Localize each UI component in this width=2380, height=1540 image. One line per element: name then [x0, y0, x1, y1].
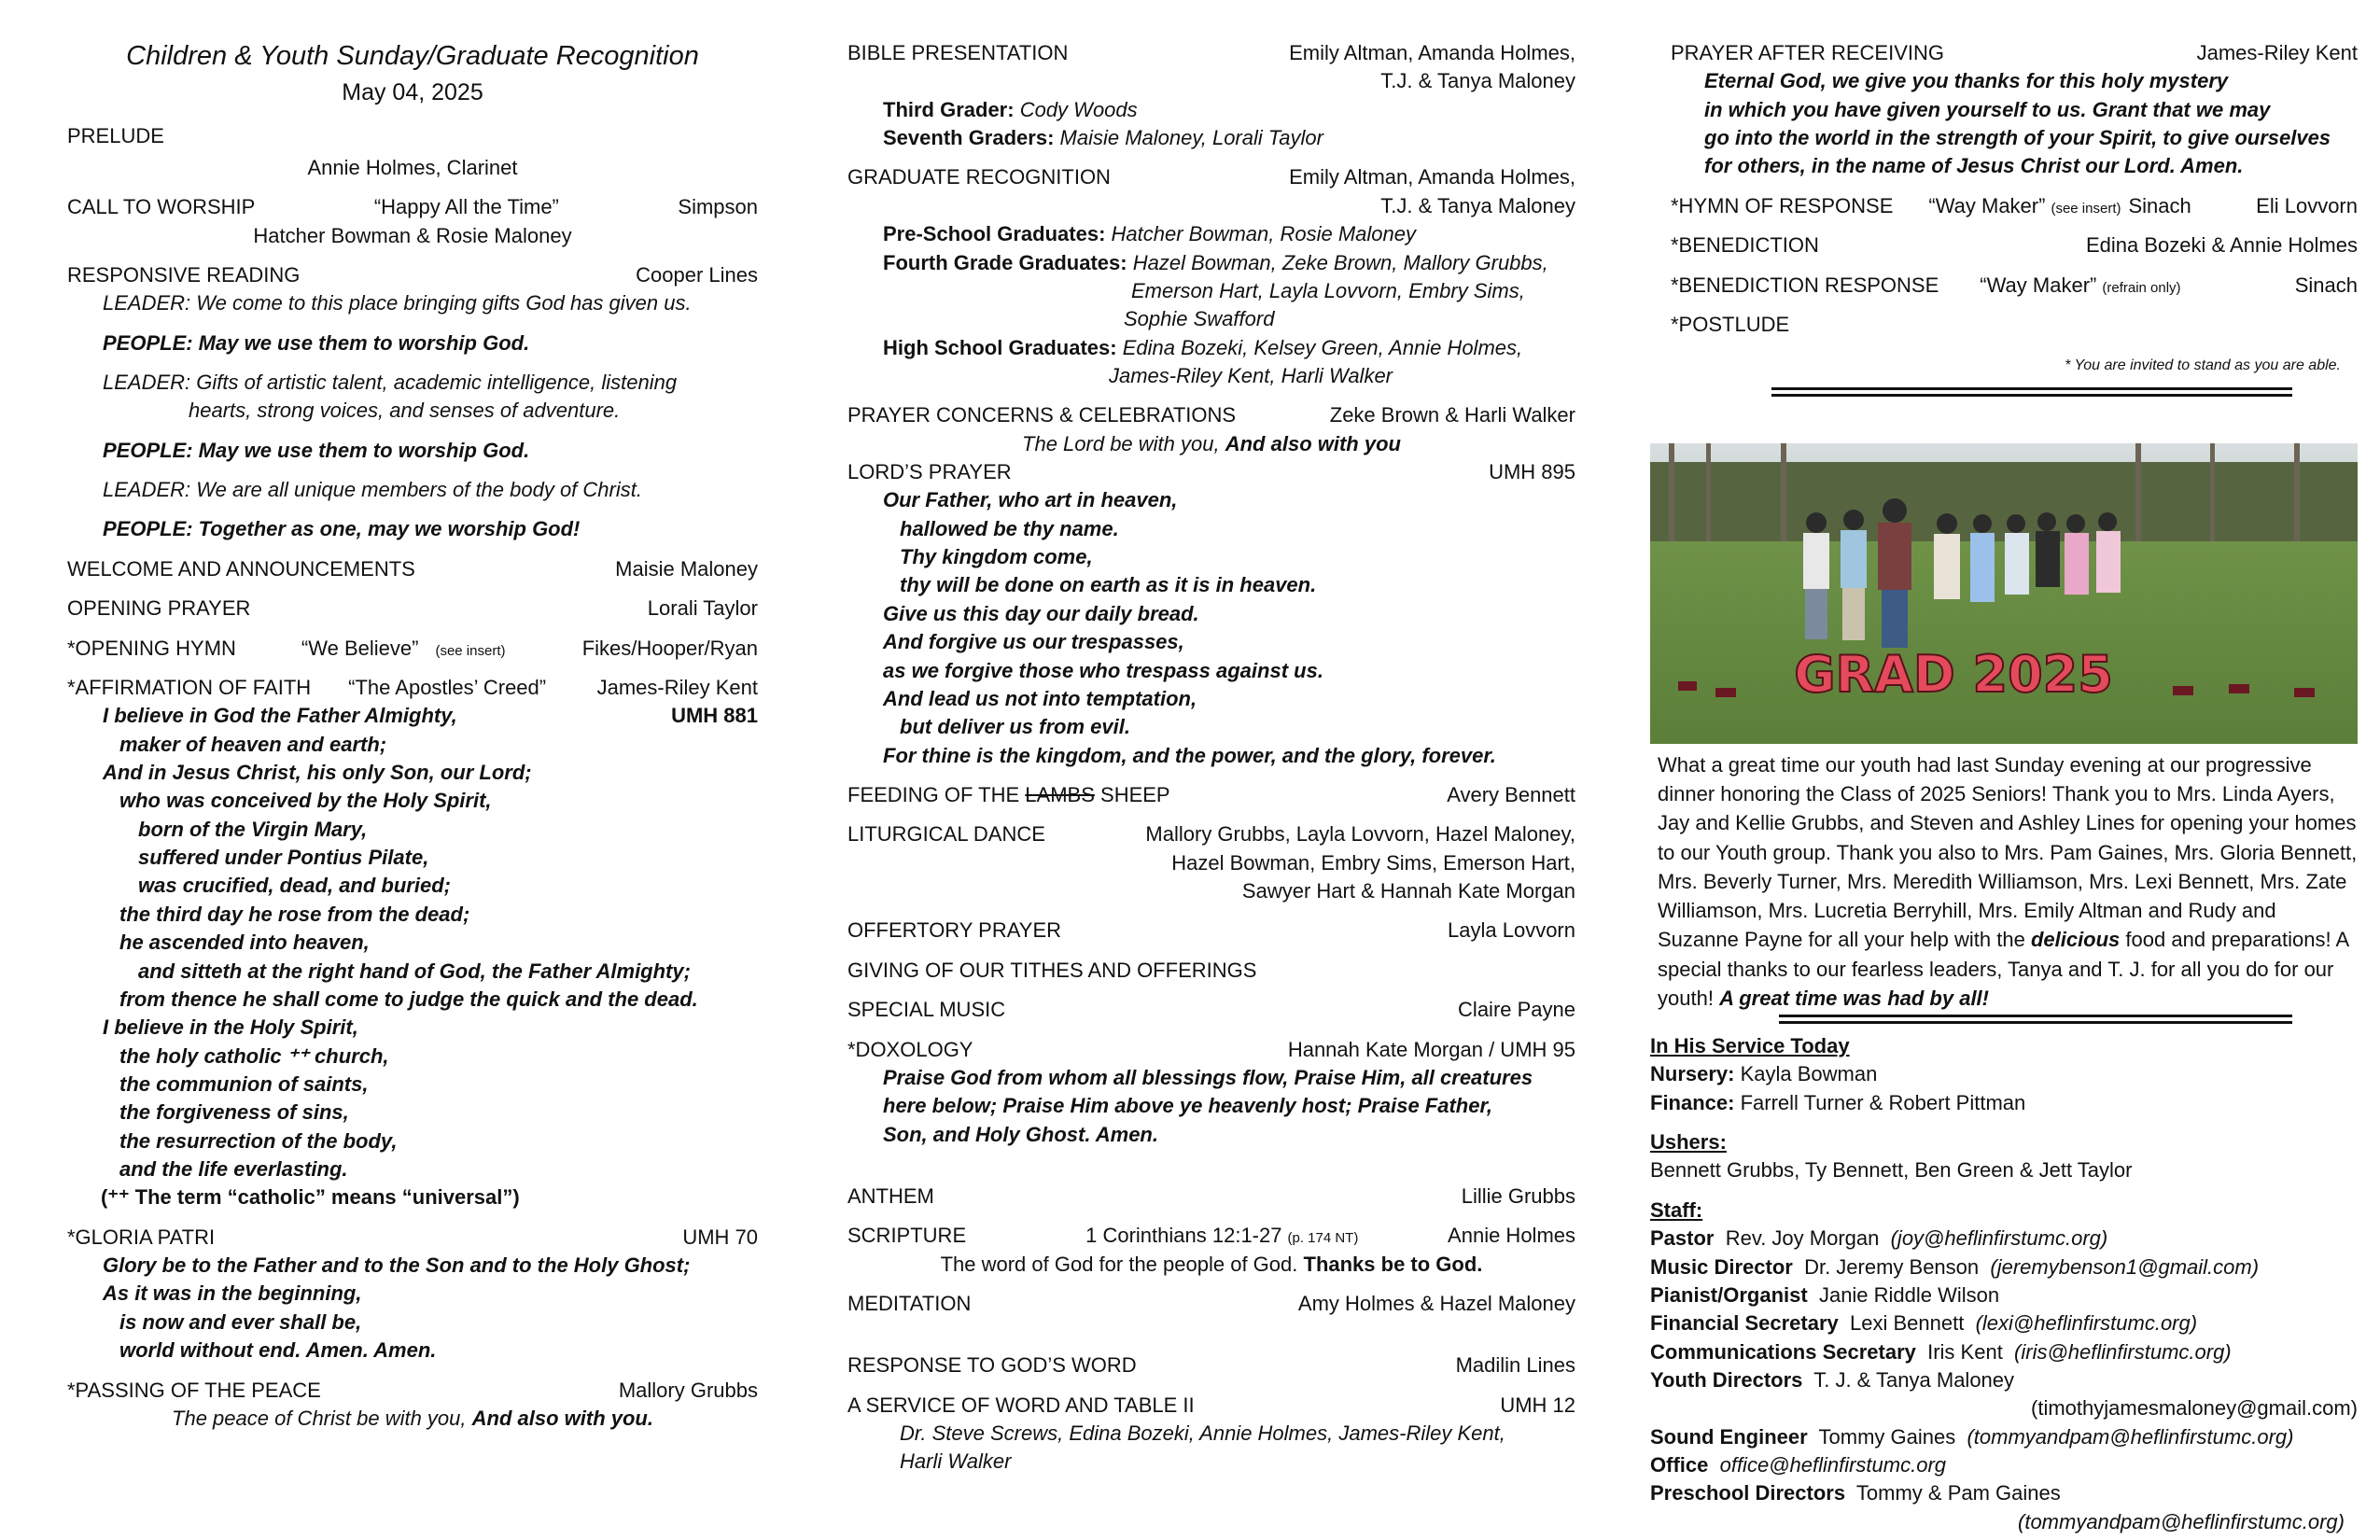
bible-presentation-row [847, 39, 1575, 67]
concerns-line: The Lord be with you, [1022, 431, 1220, 455]
seventh-graders-label: Seventh Graders: [883, 126, 1055, 150]
special-label: SPECIAL MUSIC [847, 998, 1006, 1022]
staff-row [1650, 1281, 2358, 1309]
story-text-cont: food and preparations! A special thanks to our fearless leaders, Tanya and T. J. for all you do for our youth! [1658, 928, 2348, 1010]
staff-name: T. J. & Tanya Maloney [1813, 1367, 2015, 1392]
gloria-line: world without end. Amen. Amen. [119, 1338, 437, 1363]
opening-prayer-leader: Lorali Taylor [647, 596, 758, 621]
reading-leader: Cooper Lines [636, 262, 758, 287]
scripture-label: SCRIPTURE [847, 1224, 967, 1248]
benediction-row [1650, 231, 2358, 259]
feeding-leader: Avery Bennett [1447, 782, 1575, 806]
reading-leader-line: LEADER: We are all unique members of the body of Christ. [103, 478, 642, 502]
liturgical-dance-row [847, 820, 1575, 848]
staff-role: Music Director [1650, 1254, 1793, 1279]
doxology-line: here below; Praise Him above ye heavenly host; Praise Father, [883, 1094, 1492, 1118]
concerns-leaders: Zeke Brown & Harli Walker [1329, 403, 1575, 427]
staff-email: (iris@heflinfirstumc.org) [2014, 1339, 2232, 1364]
staff-row [1650, 1225, 2358, 1253]
opening-hymn-note: (see insert) [435, 642, 506, 659]
staff-row [1650, 1309, 2358, 1337]
creed-line: and sitteth at the right hand of God, the Father Almighty; [138, 959, 691, 983]
graduate-recognition-row [847, 163, 1575, 191]
postlude-row [1650, 311, 2358, 339]
peace-label: *PASSING OF THE PEACE [67, 1378, 321, 1402]
call-to-worship-row [67, 193, 758, 221]
prayer-line: Our Father, who art in heaven, [883, 488, 1178, 512]
hymn-response-leader: Eli Lovvorn [2256, 193, 2358, 217]
peace-line: The peace of Christ be with you, [172, 1406, 467, 1430]
creed-line: I believe in the Holy Spirit, [103, 1015, 358, 1040]
prayer-after-leader: James-Riley Kent [2196, 41, 2358, 64]
preschool-grads-names: Hatcher Bowman, Rosie Maloney [1111, 222, 1416, 246]
opening-hymn-row [67, 635, 758, 663]
divider-top [1771, 387, 2292, 397]
opening-prayer-label: OPENING PRAYER [67, 596, 251, 621]
story-block [1658, 750, 2358, 1024]
affirmation-label: *AFFIRMATION OF FAITH [67, 675, 312, 699]
doxology-leader: Hannah Kate Morgan / UMH 95 [1287, 1037, 1575, 1061]
prayer-line: And lead us not into temptation, [883, 686, 1197, 710]
anthem-label: ANTHEM [847, 1183, 934, 1208]
word-and-table-row [847, 1392, 1575, 1420]
prayer-after-line: in which you have given yourself to us. Grant that we may [1704, 97, 2271, 121]
staff-email: office@heflinfirstumc.org [1719, 1453, 1947, 1477]
ushers-names: Bennett Grubbs, Ty Bennett, Ben Green & Jett Taylor [1650, 1158, 2133, 1183]
opening-hymn-song: “We Believe” [301, 636, 419, 660]
prayer-after-line: Eternal God, we give you thanks for this holy mystery [1704, 69, 2229, 93]
grad-sign-text: GRAD 2025 [1794, 645, 2113, 704]
high-school-grads-label: High School Graduates: [883, 335, 1117, 359]
creed-line: from thence he shall come to judge the quick and the dead. [119, 987, 698, 1011]
creed-line: I believe in God the Father Almighty, [103, 704, 457, 728]
column-right [1650, 39, 2358, 397]
peace-response [67, 1405, 758, 1433]
special-performer: Claire Payne [1458, 998, 1575, 1022]
meditation-row [847, 1290, 1575, 1318]
gloria-label: *GLORIA PATRI [67, 1225, 216, 1249]
prelude-label: PRELUDE [67, 123, 164, 147]
prayer-after-line: for others, in the name of Jesus Christ our Lord. Amen. [1704, 154, 2244, 178]
affirmation-row [67, 674, 758, 702]
bible-presenters-cont: T.J. & Tanya Maloney [1380, 69, 1575, 93]
concerns-label: PRAYER CONCERNS & CELEBRATIONS [847, 403, 1237, 427]
creed-line: born of the Virgin Mary, [138, 817, 368, 841]
grad-label: GRADUATE RECOGNITION [847, 165, 1111, 189]
creed-line: the communion of saints, [119, 1071, 369, 1096]
scripture-response [847, 1251, 1575, 1279]
grad-photo-illustration [1650, 443, 2358, 744]
meditation-label: MEDITATION [847, 1292, 972, 1316]
prayer-line: as we forgive those who trespass against us. [883, 658, 1323, 682]
story-emphasis: delicious [2030, 928, 2121, 952]
hymn-of-response-row [1650, 192, 2358, 220]
opening-hymn-label: *OPENING HYMN [67, 636, 236, 660]
preschool-directors-email: (tommyandpam@heflinfirstumc.org) [2018, 1509, 2345, 1533]
staff-email: (lexi@heflinfirstumc.org) [1975, 1311, 2198, 1336]
feeding-label-b: SHEEP [1100, 782, 1170, 806]
staff-role: Pastor [1650, 1226, 1715, 1251]
staff-role: Sound Engineer [1650, 1424, 1808, 1449]
creed-footnote: (⁺⁺ The term “catholic” means “universal”) [101, 1185, 520, 1210]
anthem-row [847, 1183, 1575, 1211]
meditation-leaders: Amy Holmes & Hazel Maloney [1297, 1292, 1575, 1316]
bene-response-author: Sinach [2294, 273, 2358, 297]
nursery-label: Nursery: [1650, 1062, 1735, 1086]
table-ref: UMH 12 [1500, 1393, 1575, 1417]
reading-leader-line: LEADER: Gifts of artistic talent, academic intelligence, listening [103, 371, 678, 395]
response-leader: Madilin Lines [1455, 1353, 1575, 1378]
scripture-people: Thanks be to God. [1303, 1252, 1483, 1276]
youth-directors-email: (timothyjamesmaloney@gmail.com) [2031, 1396, 2358, 1421]
scripture-reader: Annie Holmes [1448, 1224, 1575, 1248]
staff-row [1650, 1338, 2358, 1366]
doxology-text [847, 1064, 1575, 1149]
creed-line: the third day he rose from the dead; [119, 902, 470, 926]
finance-value: Farrell Turner & Robert Pittman [1740, 1090, 2026, 1114]
call-author: Simpson [678, 195, 758, 219]
bulletin-title: Children & Youth Sunday/Graduate Recognition [126, 41, 699, 71]
benediction-label: *BENEDICTION [1671, 233, 1819, 258]
staff-role: Youth Directors [1650, 1367, 1803, 1392]
prayer-line: For thine is the kingdom, and the power, and the glory, forever. [883, 743, 1496, 767]
fourth-grade-grads-names: Sophie Swafford [1124, 307, 1275, 331]
staff-name: Iris Kent [1927, 1339, 2003, 1364]
staff-name: Tommy Gaines [1818, 1424, 1956, 1449]
table-celebrants: Dr. Steve Screws, Edina Bozeki, Annie Holmes, James-Riley Kent, [900, 1421, 1505, 1446]
postlude-label: *POSTLUDE [1671, 312, 1790, 336]
special-music-row [847, 996, 1575, 1024]
creed-hymnal-ref: UMH 881 [671, 704, 758, 728]
creed-line: suffered under Pontius Pilate, [138, 846, 429, 870]
affirmation-song: “The Apostles’ Creed” [348, 675, 547, 699]
high-school-grads-names: James-Riley Kent, Harli Walker [1109, 363, 1393, 387]
scripture-row [847, 1222, 1575, 1250]
staff-row [1650, 1366, 2358, 1394]
reading-people-line: PEOPLE: May we use them to worship God. [103, 330, 530, 355]
giving-row [847, 957, 1575, 985]
staff-role: Pianist/Organist [1650, 1282, 1808, 1307]
divider-bottom [1779, 1015, 2292, 1024]
prayer-concerns-row [847, 401, 1575, 429]
bible-presenters: Emily Altman, Amanda Holmes, [1289, 41, 1575, 64]
prayer-after-row [1650, 39, 2358, 67]
staff-heading: Staff: [1650, 1197, 1703, 1222]
staff-email: (joy@heflinfirstumc.org) [1890, 1226, 2108, 1251]
gloria-line: Glory be to the Father and to the Son and to the Holy Ghost; [103, 1253, 691, 1278]
offertory-label: OFFERTORY PRAYER [847, 918, 1062, 943]
prayer-line: thy will be done on earth as it is in heaven. [900, 573, 1317, 597]
affirmation-leader: James-Riley Kent [596, 675, 758, 699]
column-middle [847, 39, 1575, 1477]
creed-line: the forgiveness of sins, [119, 1100, 349, 1125]
creed-line: the resurrection of the body, [119, 1128, 398, 1153]
benediction-leaders: Edina Bozeki & Annie Holmes [2085, 233, 2358, 258]
staff-name: Janie Riddle Wilson [1818, 1282, 2000, 1307]
doxology-line: Praise God from whom all blessings flow, Praise Him, all creatures [883, 1065, 1533, 1089]
preschool-grads-label: Pre-School Graduates: [883, 222, 1106, 246]
staff-row [1650, 1423, 2358, 1451]
call-song: “Happy All the Time” [373, 195, 559, 219]
creed-line: who was conceived by the Holy Spirit, [119, 789, 492, 813]
response-row [847, 1351, 1575, 1379]
concerns-response [847, 430, 1575, 458]
prelude-performer: Annie Holmes, Clarinet [307, 155, 518, 179]
call-label: CALL TO WORSHIP [67, 195, 256, 219]
service-heading: In His Service Today [1650, 1034, 1850, 1057]
story-paragraph [1658, 750, 2358, 1013]
bene-response-label: *BENEDICTION RESPONSE [1671, 273, 1939, 297]
hymn-response-label: *HYMN OF RESPONSE [1671, 193, 1894, 217]
story-text: What a great time our youth had last Sunday evening at our progressive dinner honoring the Class of 2025 Seniors! Thank you to Mrs. Linda Ayers, Jay and Kellie Grubbs, and Steven and Ashley Lines for opening your homes to our Youth group. Thank you also to Mrs. Pam Gaines, Mrs. Gloria Bennett, Mrs. Beverly Turner, Mrs. Meredith Williamson, Mrs. Lexi Bennett, Mrs. Zate Williamson, Mrs. Lucretia Berryhill, Mrs. Emily Altman and Rudy and Suzanne Payne for all your help with the [1658, 753, 2358, 952]
reading-label: RESPONSIVE READING [67, 262, 301, 287]
table-label: A SERVICE OF WORD AND TABLE II [847, 1393, 1195, 1417]
welcome-row [67, 555, 758, 583]
benediction-response-row [1650, 272, 2358, 300]
bible-label: BIBLE PRESENTATION [847, 41, 1069, 64]
hymn-response-author: Sinach [2128, 193, 2191, 217]
staff-name: Tommy & Pam Gaines [1855, 1481, 2061, 1505]
scripture-page: (p. 174 NT) [1287, 1230, 1359, 1247]
gloria-line: As it was in the beginning, [103, 1281, 362, 1306]
nursery-value: Kayla Bowman [1740, 1062, 1878, 1086]
gloria-text [67, 1252, 758, 1365]
scripture-line: The word of God for the people of God. [940, 1252, 1298, 1276]
feeding-label [847, 781, 1170, 809]
welcome-leader: Maisie Maloney [615, 556, 758, 581]
doxology-label: *DOXOLOGY [847, 1037, 973, 1061]
anthem-performer: Lillie Grubbs [1461, 1183, 1575, 1208]
bene-response-note: (refrain only) [2102, 279, 2181, 296]
bene-response-song: “Way Maker” [1980, 273, 2097, 297]
lords-prayer-ref: UMH 895 [1489, 460, 1575, 484]
grad-presenters-cont: T.J. & Tanya Maloney [1380, 193, 1575, 217]
third-grader-names: Cody Woods [1019, 97, 1138, 121]
prayer-after-label: PRAYER AFTER RECEIVING [1671, 41, 1944, 64]
hymn-response-song: “Way Maker” [1928, 193, 2046, 217]
staff-role: Office [1650, 1453, 1709, 1477]
welcome-label: WELCOME AND ANNOUNCEMENTS [67, 556, 415, 581]
feeding-label-a: FEEDING OF THE [847, 782, 1020, 806]
staff-row [1650, 1451, 2358, 1479]
table-celebrants-cont: Harli Walker [900, 1449, 1012, 1474]
grad-photo [1650, 443, 2358, 744]
offertory-row [847, 917, 1575, 945]
third-grader-label: Third Grader: [883, 97, 1015, 121]
dance-performers-cont: Hazel Bowman, Embry Sims, Emerson Hart, [1171, 850, 1575, 875]
scripture-reference: 1 Corinthians 12:1-27 [1085, 1224, 1282, 1248]
staff-row [1650, 1479, 2358, 1507]
staff-name: Lexi Bennett [1850, 1311, 1965, 1336]
dance-label: LITURGICAL DANCE [847, 822, 1045, 847]
lords-prayer-text [847, 486, 1575, 770]
response-label: RESPONSE TO GOD’S WORD [847, 1353, 1137, 1378]
creed-line: maker of heaven and earth; [119, 732, 387, 756]
gloria-hymnal-ref: UMH 70 [682, 1225, 758, 1249]
fourth-grade-grads-names: Hazel Bowman, Zeke Brown, Mallory Grubbs, [1132, 250, 1548, 274]
doxology-row [847, 1036, 1575, 1064]
opening-hymn-leaders: Fikes/Hooper/Ryan [581, 636, 758, 660]
prayer-after-line: go into the world in the strength of your Spirit, to give ourselves [1704, 126, 2331, 150]
staff-role: Preschool Directors [1650, 1481, 1846, 1505]
staff-role: Financial Secretary [1650, 1311, 1839, 1336]
prayer-line: but deliver us from evil. [900, 715, 1130, 739]
prayer-after-text [1650, 67, 2358, 180]
lords-prayer-row [847, 458, 1575, 486]
prayer-line: And forgive us our trespasses, [883, 630, 1184, 654]
concerns-people: And also with you [1225, 431, 1401, 455]
fourth-grade-grads-names: Emerson Hart, Layla Lovvorn, Embry Sims, [1131, 278, 1525, 302]
feeding-row [847, 781, 1575, 809]
creed-line: was crucified, dead, and buried; [138, 874, 451, 898]
gloria-line: is now and ever shall be, [119, 1309, 362, 1334]
high-school-grads-names: Edina Bozeki, Kelsey Green, Annie Holmes, [1122, 335, 1523, 359]
staff-name: Dr. Jeremy Benson [1804, 1254, 1980, 1279]
reading-people-line: PEOPLE: Together as one, may we worship God! [103, 517, 581, 541]
service-block [1650, 1032, 2358, 1536]
dance-performers-cont: Sawyer Hart & Hannah Kate Morgan [1241, 879, 1575, 903]
staff-email: (jeremybenson1@gmail.com) [1990, 1254, 2260, 1279]
fourth-grade-grads-label: Fourth Grade Graduates: [883, 250, 1127, 274]
feeding-struck-word: LAMBS [1025, 782, 1095, 806]
lords-prayer-label: LORD’S PRAYER [847, 460, 1012, 484]
reading-leader-line: LEADER: We come to this place bringing gifts God has given us. [103, 291, 692, 315]
giving-label: GIVING OF OUR TITHES AND OFFERINGS [847, 958, 1257, 982]
responsive-reading-row [67, 261, 758, 289]
staff-email: (tommyandpam@heflinfirstumc.org) [1967, 1424, 2294, 1449]
grad-presenters: Emily Altman, Amanda Holmes, [1289, 165, 1575, 189]
staff-name: Rev. Joy Morgan [1725, 1226, 1880, 1251]
prelude-row [67, 122, 758, 150]
creed-line: And in Jesus Christ, his only Son, our Lord; [103, 760, 532, 784]
peace-people: And also with you. [471, 1406, 653, 1430]
offertory-leader: Layla Lovvorn [1448, 918, 1575, 943]
hymn-response-note: (see insert) [2051, 200, 2121, 217]
prayer-line: Give us this day our daily bread. [883, 601, 1199, 625]
bulletin-date: May 04, 2025 [342, 79, 483, 106]
finance-label: Finance: [1650, 1090, 1735, 1114]
reading-people-line: PEOPLE: May we use them to worship God. [103, 438, 530, 462]
staff-role: Communications Secretary [1650, 1339, 1916, 1364]
opening-prayer-row [67, 595, 758, 623]
creed-block [67, 702, 758, 1211]
dance-performers: Mallory Grubbs, Layla Lovvorn, Hazel Maloney, [1145, 822, 1575, 847]
staff-row [1650, 1253, 2358, 1281]
peace-row [67, 1377, 758, 1405]
seventh-graders-names: Maisie Maloney, Lorali Taylor [1059, 126, 1323, 150]
creed-line: he ascended into heaven, [119, 931, 370, 955]
prayer-line: Thy kingdom come, [900, 545, 1093, 569]
call-leaders: Hatcher Bowman & Rosie Maloney [253, 223, 572, 247]
story-closing: A great time was had by all! [1719, 986, 1989, 1010]
gloria-row [67, 1224, 758, 1252]
stand-note: * You are invited to stand as you are able. [2065, 357, 2341, 374]
creed-line: and the life everlasting. [119, 1157, 348, 1182]
reading-leader-line-cont: hearts, strong voices, and senses of adventure. [189, 399, 621, 423]
doxology-line: Son, and Holy Ghost. Amen. [883, 1122, 1158, 1146]
peace-leader: Mallory Grubbs [618, 1378, 758, 1402]
prayer-line: hallowed be thy name. [900, 516, 1119, 540]
ushers-heading: Ushers: [1650, 1130, 1727, 1155]
creed-line: the holy catholic ⁺⁺ church, [119, 1043, 389, 1068]
column-left [67, 37, 758, 1433]
